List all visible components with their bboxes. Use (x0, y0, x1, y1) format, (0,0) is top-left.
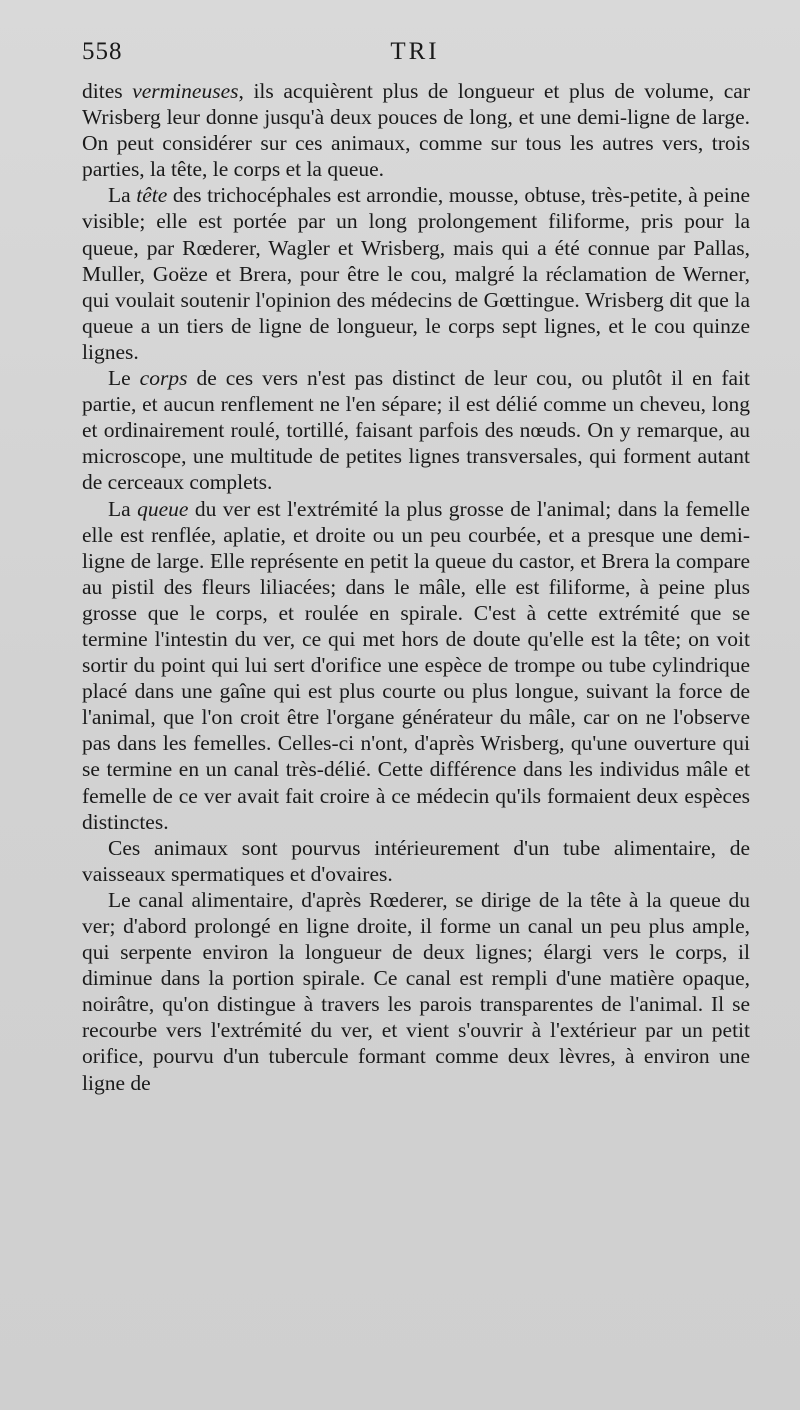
italic-term: corps (139, 366, 188, 391)
paragraph (82, 887, 750, 1096)
text-run: La (108, 183, 137, 208)
page-number: 558 (82, 38, 123, 65)
page-header (82, 38, 748, 78)
paragraph (82, 835, 750, 887)
running-title: TRI (390, 38, 440, 65)
text-run: Le canal alimentaire, d'après Rœderer, se dirige de la tête à la queue du ver; d'abord prolongé en ligne droite, il forme un canal un peu plus ample, qui serpente environ la longueur de deux lignes; élargi vers le corps, il diminue dans la portion spirale. Ce canal est rempli d'une matière opaque, noirâtre, qu'on distingue à travers les parois transparentes de l'animal. Il se recourbe vers l'extrémité du ver, et vient s'ouvrir à l'extérieur par un petit orifice, pourvu d'un tubercule formant comme deux lèvres, à environ une ligne de (82, 887, 750, 1095)
text-run: La (108, 496, 138, 521)
italic-term: vermineuses (132, 79, 239, 103)
body-text (82, 78, 750, 1096)
italic-term: tête (136, 183, 168, 208)
paragraph (82, 496, 750, 835)
text-run: dites (82, 79, 133, 103)
text-run: Ces animaux sont pourvus intérieurement d'un tube alimentaire, de vaisseaux spermatiques et d'ovaires. (82, 835, 750, 886)
paragraph (82, 365, 750, 495)
italic-term: queue (137, 496, 189, 521)
text-run: , ils acquièrent plus de longueur et plus de volume, car Wrisberg leur donne jusqu'à deux pouces de long, et une demi-ligne de large. On peut considérer sur ces animaux, comme sur tous les autres vers, trois parties, la tête, le corps et la queue. (82, 79, 750, 182)
text-run: des trichocéphales est arrondie, mousse, obtuse, très-petite, à peine visible; elle est portée par un long prolongement filiforme, pris pour la queue, par Rœderer, Wagler et Wrisberg, mais qui a été connue par Pallas, Muller, Goëze et Brera, pour être le cou, malgré la réclamation de Werner, qui voulait soutenir l'opinion des médecins de Gœttingue. Wrisberg dit que la queue a un tiers de ligne de longueur, le corps sept lignes, et le cou quinze lignes. (82, 183, 750, 364)
paragraph (82, 182, 750, 365)
text-run: du ver est l'extrémité la plus grosse de l'animal; dans la femelle elle est renflée, aplatie, et droite ou un peu courbée, et a presque une demi-ligne de large. Elle représente en petit la queue du castor, et Brera la compare au pistil des fleurs liliacées; dans le mâle, elle est filiforme, à peine plus grosse que le corps, et roulée en spirale. C'est à cette extrémité que se termine l'intestin du ver, ce qui met hors de doute qu'elle est la tête; on voit sortir du point qui lui sert d'orifice une espèce de trompe ou tube cylindrique placé dans une gaîne qui est plus courte ou plus longue, suivant la force de l'animal, que l'on croit être l'organe générateur du mâle, car on ne l'observe pas dans les femelles. Celles-ci n'ont, d'après Wrisberg, qu'une ouverture qui se termine en un canal très-délié. Cette différence dans les individus mâle et femelle de ce ver avait fait croire à ce médecin qu'ils formaient deux espèces distinctes. (82, 496, 750, 834)
text-run: de ces vers n'est pas distinct de leur cou, ou plutôt il en fait partie, et aucun renflement ne l'en sépare; il est délié comme un cheveu, long et ordinairement roulé, tortillé, faisant parfois des nœuds. On y remarque, au microscope, une multitude de petites lignes transversales, qui forment autant de cerceaux complets. (82, 366, 750, 495)
text-run: Le (108, 366, 140, 391)
paragraph (82, 78, 750, 182)
